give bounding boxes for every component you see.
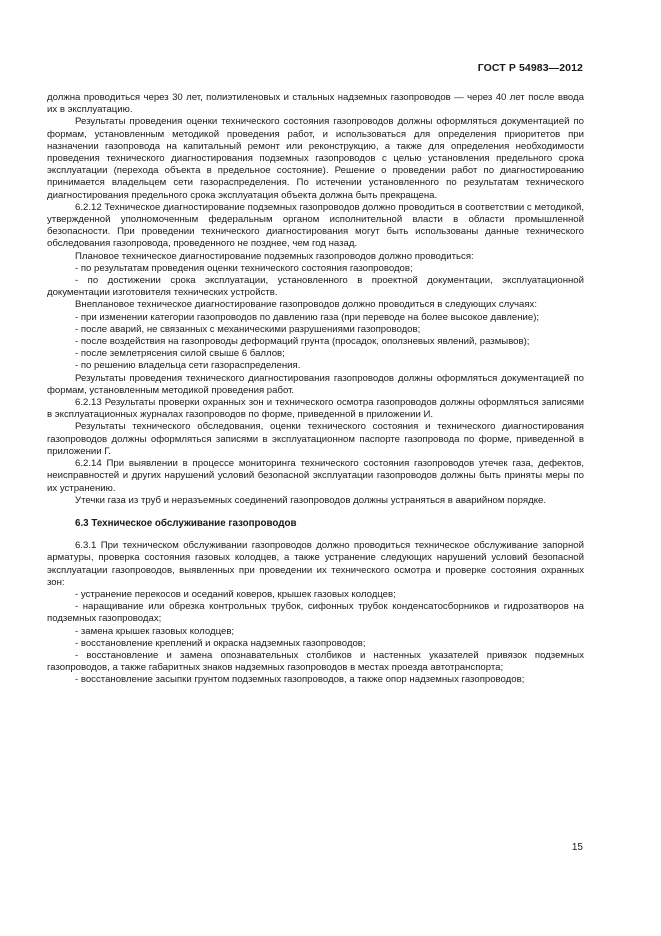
paragraph: 6.2.13 Результаты проверки охранных зон и технического осмотра газопроводов должны оформляться записями в эксплуатационных журналах газопроводов по форме, приведенной в приложении И.: [47, 397, 584, 421]
paragraph: 6.2.14 При выявлении в процессе мониторинга технического состояния газопроводов утечек газа, дефектов, неисправностей и других нарушений условий безопасной эксплуатации газопроводов должны быть приняты меры по их устранению.: [47, 458, 584, 494]
paragraph: - замена крышек газовых колодцев;: [75, 625, 235, 637]
paragraph: Внеплановое техническое диагностирование газопроводов должно проводиться в следующих случаях:: [75, 299, 537, 311]
paragraph: - наращивание или обрезка контрольных трубок, сифонных трубок конденсатосборников и гидрозатворов на подземных газопроводах;: [47, 601, 584, 625]
paragraph: - после землетрясения силой свыше 6 баллов;: [75, 348, 285, 360]
paragraph: - по достижении срока эксплуатации, установленного в проектной документации, эксплуатационной документации изготовителя технических устройств.: [47, 275, 584, 299]
paragraph: 6.2.12 Техническое диагностирование подземных газопроводов должно проводиться в соответствии с методикой, утвержденной уполномоченным федеральным органом исполнительной власти в области промышленной безопасности. При проведении технического диагностирования могут быть использованы данные технического обследования газопровода, проведенного не позднее, чем год назад.: [47, 201, 584, 250]
document-id-header: ГОСТ Р 54983—2012: [477, 62, 583, 74]
paragraph: - по результатам проведения оценки технического состояния газопроводов;: [75, 262, 413, 274]
paragraph: Плановое техническое диагностирование подземных газопроводов должно проводиться:: [75, 250, 474, 262]
paragraphs-before-section: [47, 92, 584, 507]
paragraph: Утечки газа из труб и неразъемных соединений газопроводов должны устраняться в аварийном порядке.: [75, 494, 547, 506]
paragraph: - восстановление засыпки грунтом подземных газопроводов, а также опор надземных газопроводов;: [75, 674, 525, 686]
document-body: [47, 92, 584, 687]
paragraph: Результаты проведения технического диагностирования газопроводов должны оформляться документацией по формам, установленным методикой проведения работ.: [47, 372, 584, 396]
paragraph: - по решению владельца сети газораспределения.: [75, 360, 301, 372]
page-number: 15: [571, 842, 583, 853]
paragraph: - восстановление креплений и окраска надземных газопроводов;: [75, 637, 366, 649]
paragraph: Результаты технического обследования, оценки технического состояния и технического диагностирования газопроводов должны оформляться записями в эксплуатационном паспорте газопровода по форме, приведенной в приложении Г.: [47, 421, 584, 457]
paragraph: должна проводиться через 30 лет, полиэтиленовых и стальных надземных газопроводов — через 40 лет после ввода их в эксплуатацию.: [47, 92, 584, 116]
paragraph: 6.3.1 При техническом обслуживании газопроводов должно проводиться техническое обслуживание запорной арматуры, проверка состояния газовых колодцев, а также устранение следующих нарушений условий безопасной эксплуатации газопроводов, выявленных при проведении их технического осмотра и проверке состояния охранных зон:: [47, 540, 584, 588]
paragraph: - после аварий, не связанных с механическими разрушениями газопроводов;: [75, 323, 421, 335]
paragraph: Результаты проведения оценки технического состояния газопроводов должны оформляться документацией по формам, установленным методикой проведения работ, и использоваться для определения приоритетов при назначении газопровода на капитальный ремонт или реконструкцию, а также для определения необходимости проведения технического диагностирования подземных газопроводов с целью установления предельного срока эксплуатации (перехода объекта в предельное состояние). Решение о проведении работ по диагностированию принимается владельцем сети газораспределения. По истечении установленного по результатам технического диагностирования предельного срока эксплуатация объекта должна быть прекращена.: [47, 116, 584, 201]
paragraph: - восстановление и замена опознавательных столбиков и настенных указателей привязок подземных газопроводов, а также габаритных знаков надземных газопроводов в местах проезда автотранспорта;: [47, 649, 584, 674]
paragraphs-after-section: [47, 540, 584, 686]
paragraph: - устранение перекосов и оседаний коверов, крышек газовых колодцев;: [75, 588, 396, 600]
paragraph: - при изменении категории газопроводов по давлению газа (при переводе на более высокое давление);: [75, 311, 540, 323]
paragraph: - после воздействия на газопроводы деформаций грунта (просадок, оползневых явлений, размывов);: [75, 336, 530, 348]
section-heading: 6.3 Техническое обслуживание газопроводов: [75, 517, 297, 529]
